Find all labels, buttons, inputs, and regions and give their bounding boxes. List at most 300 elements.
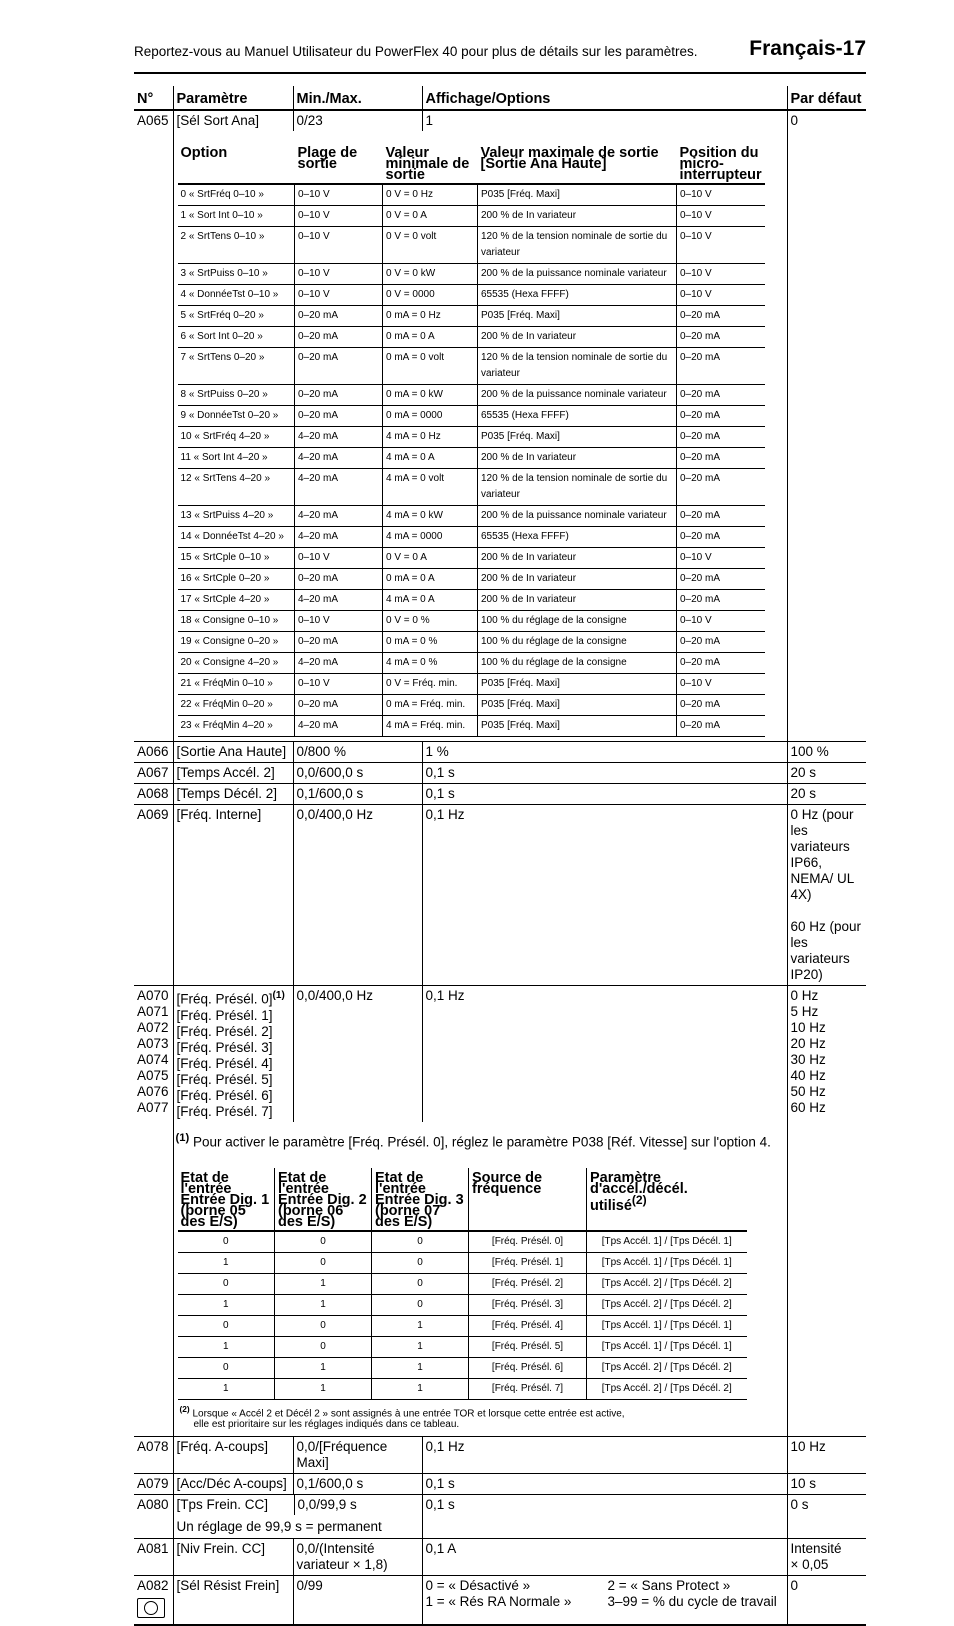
options-row bbox=[178, 227, 765, 264]
param-name-text: [Fréq. Présél. 3] bbox=[176, 1039, 273, 1055]
param-row-a078 bbox=[134, 1437, 866, 1474]
options-header: Valeur maximale de sortie [Sortie Ana Haute] bbox=[478, 143, 677, 184]
options-cell: 4 mA = 0000 bbox=[383, 527, 478, 548]
param-name: [Temps Décél. 2] bbox=[173, 784, 293, 805]
options-cell: 4 mA = 0 % bbox=[383, 653, 478, 674]
options-cell: 0–10 V bbox=[677, 227, 765, 264]
param-display: 0,1 A bbox=[422, 1539, 787, 1576]
options-cell: P035 [Fréq. Maxi] bbox=[478, 306, 677, 327]
param-name-text: [Fréq. Présél. 5] bbox=[176, 1071, 273, 1087]
preset-row bbox=[178, 1337, 747, 1358]
preset-cell: 1 bbox=[372, 1316, 469, 1337]
options-cell: 0–20 mA bbox=[295, 348, 383, 385]
param-num: A074 bbox=[137, 1052, 169, 1067]
options-cell: 7 « SrtTens 0–20 » bbox=[178, 348, 295, 385]
preset-row bbox=[178, 1316, 747, 1337]
param-default: 0 s bbox=[787, 1495, 866, 1539]
param-name bbox=[177, 1104, 290, 1120]
footnote-ref: (2) bbox=[631, 1193, 647, 1207]
footnote-line: elle est prioritaire sur les réglages indiqués dans ce tableau. bbox=[193, 1419, 460, 1431]
options-cell: 0–10 V bbox=[677, 206, 765, 227]
options-cell: 0–10 V bbox=[677, 184, 765, 206]
param-minmax: 0/23 bbox=[293, 110, 422, 131]
param-row-a079 bbox=[134, 1474, 866, 1495]
preset-header bbox=[275, 1168, 372, 1231]
param-display: 0,1 Hz bbox=[422, 986, 787, 1122]
options-cell: 19 « Consigne 0–20 » bbox=[178, 632, 295, 653]
options-row bbox=[178, 632, 765, 653]
param-num: A069 bbox=[134, 805, 173, 986]
options-cell: 23 « FréqMin 4–20 » bbox=[178, 716, 295, 737]
param-row-a069 bbox=[134, 805, 866, 986]
preset-cell: 1 bbox=[372, 1358, 469, 1379]
preset-cell: [Tps Accél. 2] / [Tps Décél. 2] bbox=[587, 1295, 747, 1316]
preset-cell: 0 bbox=[178, 1274, 275, 1295]
options-cell: 100 % du réglage de la consigne bbox=[478, 632, 677, 653]
preset-cell: [Fréq. Présél. 5] bbox=[469, 1337, 587, 1358]
options-cell: 4 « DonnéeTst 0–10 » bbox=[178, 285, 295, 306]
options-cell: 9 « DonnéeTst 0–20 » bbox=[178, 406, 295, 427]
param-name-text: [Fréq. Présél. 0] bbox=[176, 991, 273, 1007]
param-default-line: × 0,05 bbox=[790, 1557, 829, 1573]
param-name bbox=[177, 1072, 290, 1088]
options-cell: 200 % de la puissance nominale variateur bbox=[478, 506, 677, 527]
preset-cell: [Tps Accél. 2] / [Tps Décél. 2] bbox=[587, 1379, 747, 1400]
options-cell: 0–20 mA bbox=[677, 527, 765, 548]
preset-cell: 1 bbox=[372, 1379, 469, 1400]
options-cell: 0–20 mA bbox=[677, 716, 765, 737]
param-default-line: Intensité bbox=[790, 1541, 842, 1557]
preset-header bbox=[178, 1168, 275, 1231]
options-row bbox=[178, 285, 765, 306]
param-default: 20 s bbox=[787, 763, 866, 784]
options-cell: 0–20 mA bbox=[295, 406, 383, 427]
preset-header-row bbox=[178, 1168, 747, 1231]
options-cell: 0–20 mA bbox=[677, 348, 765, 385]
options-cell: 0 « SrtFréq 0–10 » bbox=[180, 189, 264, 200]
options-cell: 0–20 mA bbox=[677, 306, 765, 327]
options-row bbox=[178, 264, 765, 285]
options-cell: 10 « SrtFréq 4–20 » bbox=[178, 427, 295, 448]
options-cell: 4 mA = Fréq. min. bbox=[383, 716, 478, 737]
options-cell: 120 % de la tension nominale de sortie du variateur bbox=[478, 348, 677, 385]
preset-cell: 0 bbox=[178, 1358, 275, 1379]
param-row-a081 bbox=[134, 1539, 866, 1576]
preset-cell: 1 bbox=[178, 1295, 275, 1316]
preset-cell: 0 bbox=[178, 1316, 275, 1337]
param-default: 10 Hz bbox=[787, 1437, 866, 1474]
options-cell: 1 « Sort Int 0–10 » bbox=[178, 206, 295, 227]
options-cell: 12 « SrtTens 4–20 » bbox=[178, 469, 295, 506]
option-item: 0 = « Désactivé » bbox=[425, 1578, 531, 1594]
param-name: [Acc/Déc A-coups] bbox=[173, 1474, 293, 1495]
param-minmax: 0,1/600,0 s bbox=[293, 1474, 422, 1495]
param-num: A076 bbox=[137, 1084, 169, 1099]
preset-row bbox=[178, 1253, 747, 1274]
preset-cell: 1 bbox=[178, 1379, 275, 1400]
preset-cell: [Fréq. Présél. 1] bbox=[469, 1253, 587, 1274]
param-name: [Niv Frein. CC] bbox=[173, 1539, 293, 1576]
option-item: 2 = « Sans Protect » bbox=[607, 1578, 731, 1594]
param-display: 0,1 s bbox=[422, 784, 787, 805]
param-num: A071 bbox=[137, 1004, 169, 1019]
options-cell: 18 « Consigne 0–10 » bbox=[178, 611, 295, 632]
options-cell: P035 [Fréq. Maxi] bbox=[478, 184, 677, 206]
preset-cell: 0 bbox=[372, 1295, 469, 1316]
options-cell: 0 mA = 0 kW bbox=[383, 385, 478, 406]
analog-output-options-table bbox=[178, 143, 765, 737]
options-row bbox=[178, 427, 765, 448]
options-cell: 0–10 V bbox=[295, 611, 383, 632]
column-header-row bbox=[134, 86, 866, 110]
param-name-text: [Fréq. Présél. 2] bbox=[176, 1023, 273, 1039]
options-cell: 14 « DonnéeTst 4–20 » bbox=[178, 527, 295, 548]
options-cell: 4–20 mA bbox=[295, 506, 383, 527]
param-minmax-line: variateur × 1,8) bbox=[296, 1557, 388, 1573]
accel-footnote bbox=[180, 1404, 785, 1430]
preset-row bbox=[178, 1231, 747, 1253]
param-name bbox=[177, 988, 290, 1008]
options-cell: 0–20 mA bbox=[677, 469, 765, 506]
param-default: 0 bbox=[787, 1576, 866, 1626]
options-cell: 8 « SrtPuiss 0–20 » bbox=[178, 385, 295, 406]
preset-frequency-table bbox=[178, 1168, 747, 1400]
param-name-text: [Fréq. Présél. 1] bbox=[176, 1007, 273, 1023]
col-header-num: N° bbox=[134, 86, 173, 110]
options-cell: 65535 (Hexa FFFF) bbox=[478, 285, 677, 306]
param-row-a082 bbox=[134, 1576, 866, 1626]
param-minmax bbox=[293, 1539, 422, 1576]
options-cell: 0 mA = 0000 bbox=[383, 406, 478, 427]
footnote-marker: (2) bbox=[179, 1404, 190, 1414]
param-minmax: 0,1/600,0 s bbox=[293, 784, 422, 805]
options-cell: 200 % de In variateur bbox=[478, 448, 677, 469]
param-display: 1 % bbox=[422, 742, 787, 763]
options-row bbox=[178, 327, 765, 348]
col-header-param: Paramètre bbox=[173, 86, 293, 110]
preset-cell: 1 bbox=[178, 1253, 275, 1274]
options-cell: 6 « Sort Int 0–20 » bbox=[178, 327, 295, 348]
param-name-with-note bbox=[173, 1495, 422, 1539]
param-row-a066 bbox=[134, 742, 866, 763]
options-row bbox=[178, 716, 765, 737]
options-cell: 4 mA = 0 Hz bbox=[383, 427, 478, 448]
preset-cell: [Tps Accél. 1] / [Tps Décél. 1] bbox=[587, 1231, 747, 1253]
param-row-a070-a077 bbox=[134, 986, 866, 1122]
header-rule bbox=[134, 72, 866, 74]
options-cell: 15 « SrtCple 0–10 » bbox=[178, 548, 295, 569]
param-default: 10 s bbox=[787, 1474, 866, 1495]
options-cell: 4 mA = 0 A bbox=[383, 448, 478, 469]
page-title: Français-17 bbox=[749, 37, 866, 60]
param-default: 20 s bbox=[787, 784, 866, 805]
preset-cell: 0 bbox=[222, 1236, 229, 1247]
a070-detail-row bbox=[134, 1122, 866, 1437]
option-item: 1 = « Rés RA Normale » bbox=[425, 1594, 572, 1610]
param-num-text: A082 bbox=[137, 1578, 169, 1594]
preset-header bbox=[372, 1168, 469, 1231]
header-reference-text: Reportez-vous au Manuel Utilisateur du PowerFlex 40 pour plus de détails sur les paramètres. bbox=[134, 44, 698, 59]
options-cell: 0–10 V bbox=[677, 611, 765, 632]
options-cell: P035 [Fréq. Maxi] bbox=[478, 427, 677, 448]
preset-cell: [Tps Accél. 1] / [Tps Décél. 1] bbox=[587, 1253, 747, 1274]
preset-header bbox=[469, 1168, 587, 1231]
options-cell: 16 « SrtCple 0–20 » bbox=[178, 569, 295, 590]
param-name-text: [Fréq. Présél. 7] bbox=[176, 1103, 273, 1119]
options-cell: 0–20 mA bbox=[677, 590, 765, 611]
options-cell: 0–10 V bbox=[295, 206, 383, 227]
preset-cell: [Fréq. Présél. 3] bbox=[469, 1295, 587, 1316]
options-cell: 0–20 mA bbox=[295, 385, 383, 406]
options-row bbox=[178, 448, 765, 469]
param-name: [Fréq. Interne] bbox=[173, 805, 293, 986]
options-cell: 4 mA = 0 kW bbox=[383, 506, 478, 527]
options-cell: 0 mA = Fréq. min. bbox=[383, 695, 478, 716]
a065-options-cell bbox=[173, 131, 787, 742]
options-row bbox=[178, 206, 765, 227]
param-num: A081 bbox=[134, 1539, 173, 1576]
empty-cell bbox=[134, 1122, 173, 1437]
page-header bbox=[134, 36, 866, 68]
preset-cell: 0 bbox=[372, 1253, 469, 1274]
param-default: 0 Hz bbox=[790, 988, 819, 1003]
options-cell: 0–10 V bbox=[295, 285, 383, 306]
options-cell: 21 « FréqMin 0–10 » bbox=[178, 674, 295, 695]
param-default: 60 Hz bbox=[790, 1100, 826, 1115]
options-row bbox=[178, 653, 765, 674]
options-cell: 0–20 mA bbox=[677, 695, 765, 716]
preset-cell: [Tps Accél. 2] / [Tps Décél. 2] bbox=[587, 1274, 747, 1295]
param-display: 0,1 s bbox=[422, 763, 787, 784]
options-header-row bbox=[178, 143, 765, 184]
preset-cell: 0 bbox=[275, 1231, 372, 1253]
col-header-display: Affichage/Options bbox=[422, 86, 787, 110]
options-cell: 200 % de In variateur bbox=[478, 569, 677, 590]
options-cell: 200 % de In variateur bbox=[478, 548, 677, 569]
param-display: 0,1 Hz bbox=[422, 805, 787, 986]
param-default: 20 Hz bbox=[790, 1036, 826, 1051]
preset-cell: 0 bbox=[275, 1316, 372, 1337]
param-name bbox=[177, 1024, 290, 1040]
param-minmax: 0,0/600,0 s bbox=[293, 763, 422, 784]
options-cell: 0–20 mA bbox=[677, 448, 765, 469]
preset-note bbox=[176, 1130, 785, 1151]
param-display: 0,1 s bbox=[422, 1495, 787, 1539]
param-num bbox=[134, 1576, 173, 1626]
preset-header bbox=[587, 1168, 747, 1231]
options-cell: 0–20 mA bbox=[295, 306, 383, 327]
options-header: Plage de sortie bbox=[295, 143, 383, 184]
param-name: [Temps Accél. 2] bbox=[173, 763, 293, 784]
options-cell: 200 % de la puissance nominale variateur bbox=[478, 264, 677, 285]
param-minmax: 0,0/99,9 s bbox=[294, 1495, 422, 1515]
options-cell: 0–20 mA bbox=[677, 385, 765, 406]
options-cell: 4–20 mA bbox=[295, 448, 383, 469]
options-header: Option bbox=[178, 143, 295, 184]
options-cell: 5 « SrtFréq 0–20 » bbox=[178, 306, 295, 327]
options-row bbox=[178, 548, 765, 569]
options-row bbox=[178, 385, 765, 406]
preset-cell: [Fréq. Présél. 2] bbox=[469, 1274, 587, 1295]
options-cell: 20 « Consigne 4–20 » bbox=[178, 653, 295, 674]
options-cell: 4–20 mA bbox=[295, 716, 383, 737]
options-cell: 3 « SrtPuiss 0–10 » bbox=[178, 264, 295, 285]
preset-cell: 1 bbox=[178, 1337, 275, 1358]
options-row bbox=[178, 406, 765, 427]
preset-cell: [Tps Accél. 2] / [Tps Décél. 2] bbox=[587, 1358, 747, 1379]
param-minmax: 0/99 bbox=[293, 1576, 422, 1626]
param-row-a067 bbox=[134, 763, 866, 784]
preset-header-text: Etat de l'entrée Entrée Dig. 2 (borne 06 des E/S) bbox=[278, 1170, 367, 1230]
param-num: A075 bbox=[137, 1068, 169, 1083]
options-cell: 0 V = 0 Hz bbox=[383, 184, 478, 206]
preset-row bbox=[178, 1274, 747, 1295]
preset-header-text: Paramètre d'accél./décél. utilisé bbox=[590, 1170, 688, 1214]
options-cell: P035 [Fréq. Maxi] bbox=[478, 716, 677, 737]
a070-detail-cell bbox=[173, 1122, 787, 1437]
param-default: 50 Hz bbox=[790, 1084, 826, 1099]
param-num: A066 bbox=[134, 742, 173, 763]
options-cell: 200 % de In variateur bbox=[478, 327, 677, 348]
options-cell: 65535 (Hexa FFFF) bbox=[478, 527, 677, 548]
options-cell: 0–10 V bbox=[295, 264, 383, 285]
param-nums bbox=[134, 986, 173, 1122]
param-name-text: [Fréq. Présél. 4] bbox=[176, 1055, 273, 1071]
param-row-a065 bbox=[134, 110, 866, 131]
param-default: 5 Hz bbox=[790, 1004, 819, 1019]
param-display: 0,1 Hz bbox=[422, 1437, 787, 1474]
param-minmax: 0,0/400,0 Hz bbox=[293, 986, 422, 1122]
preset-cell: [Fréq. Présél. 0] bbox=[469, 1231, 587, 1253]
options-cell: 100 % du réglage de la consigne bbox=[478, 653, 677, 674]
options-cell: 2 « SrtTens 0–10 » bbox=[178, 227, 295, 264]
param-num: A073 bbox=[137, 1036, 169, 1051]
options-header: Valeur minimale de sortie bbox=[383, 143, 478, 184]
options-row bbox=[178, 348, 765, 385]
preset-cell: [Fréq. Présél. 6] bbox=[469, 1358, 587, 1379]
parameter-section bbox=[134, 86, 866, 1626]
options-row bbox=[178, 184, 765, 206]
options-cell: 4–20 mA bbox=[295, 590, 383, 611]
options-header: Position du micro-interrupteur bbox=[677, 143, 765, 184]
options-row bbox=[178, 527, 765, 548]
footnote-marker: (1) bbox=[175, 1131, 190, 1144]
options-cell: 11 « Sort Int 4–20 » bbox=[178, 448, 295, 469]
param-name: [Tps Frein. CC] bbox=[176, 1497, 269, 1513]
preset-row bbox=[178, 1295, 747, 1316]
param-name: [Sortie Ana Haute] bbox=[173, 742, 293, 763]
options-cell: 0–10 V bbox=[295, 184, 383, 206]
param-num: A079 bbox=[134, 1474, 173, 1495]
param-name: [Sél Résist Frein] bbox=[173, 1576, 293, 1626]
options-cell: 4–20 mA bbox=[295, 653, 383, 674]
options-row bbox=[178, 611, 765, 632]
param-name bbox=[177, 1056, 290, 1072]
param-num: A070 bbox=[137, 988, 169, 1003]
param-name bbox=[177, 1040, 290, 1056]
options-row bbox=[178, 695, 765, 716]
param-names bbox=[173, 986, 293, 1122]
param-num: A080 bbox=[134, 1495, 173, 1539]
param-default: 30 Hz bbox=[790, 1052, 826, 1067]
param-default bbox=[787, 805, 866, 986]
options-cell: 4 mA = 0 volt bbox=[383, 469, 478, 506]
options-cell: 0 V = Fréq. min. bbox=[383, 674, 478, 695]
options-cell: 0–20 mA bbox=[295, 695, 383, 716]
options-cell: 0–20 mA bbox=[677, 506, 765, 527]
options-cell: 17 « SrtCple 4–20 » bbox=[178, 590, 295, 611]
param-num: A067 bbox=[134, 763, 173, 784]
preset-cell: 1 bbox=[275, 1358, 372, 1379]
options-cell: 0–20 mA bbox=[295, 327, 383, 348]
default-ip20: 60 Hz (pour les variateurs IP20) bbox=[790, 919, 862, 982]
options-cell: 0–20 mA bbox=[295, 632, 383, 653]
options-cell: P035 [Fréq. Maxi] bbox=[478, 674, 677, 695]
preset-cell: 0 bbox=[275, 1337, 372, 1358]
col-header-default: Par défaut bbox=[787, 86, 866, 110]
options-cell: 200 % de In variateur bbox=[478, 206, 677, 227]
preset-cell: 1 bbox=[275, 1295, 372, 1316]
options-cell: P035 [Fréq. Maxi] bbox=[478, 695, 677, 716]
options-cell: 0 mA = 0 A bbox=[383, 569, 478, 590]
preset-cell: 1 bbox=[372, 1337, 469, 1358]
param-default: 10 Hz bbox=[790, 1020, 826, 1035]
option-item: 3–99 = % du cycle de travail bbox=[607, 1594, 777, 1610]
param-name bbox=[177, 1008, 290, 1024]
options-cell: 120 % de la tension nominale de sortie du variateur bbox=[478, 227, 677, 264]
preset-cell: 1 bbox=[275, 1379, 372, 1400]
options-cell: 0–20 mA bbox=[677, 653, 765, 674]
param-display: 1 bbox=[422, 110, 787, 131]
options-cell: 0–20 mA bbox=[677, 632, 765, 653]
param-name-text: [Fréq. Présél. 6] bbox=[176, 1087, 273, 1103]
option-grid bbox=[426, 1578, 784, 1610]
options-row bbox=[178, 674, 765, 695]
preset-row bbox=[178, 1379, 747, 1400]
param-default: 0 bbox=[787, 110, 866, 742]
preset-cell: [Tps Accél. 1] / [Tps Décél. 1] bbox=[587, 1337, 747, 1358]
options-cell: 0–20 mA bbox=[677, 569, 765, 590]
options-cell: 0–10 V bbox=[295, 548, 383, 569]
options-cell: 0 mA = 0 Hz bbox=[383, 306, 478, 327]
options-cell: 0 V = 0 volt bbox=[383, 227, 478, 264]
options-row bbox=[178, 590, 765, 611]
parameter-rows bbox=[134, 110, 866, 1625]
param-default: 100 % bbox=[787, 742, 866, 763]
preset-cell: 0 bbox=[372, 1231, 469, 1253]
param-num: A068 bbox=[134, 784, 173, 805]
options-cell: 4–20 mA bbox=[295, 427, 383, 448]
options-cell: 0–10 V bbox=[677, 548, 765, 569]
options-cell: 0–20 mA bbox=[677, 327, 765, 348]
options-cell: 200 % de In variateur bbox=[478, 590, 677, 611]
a065-options-row bbox=[134, 131, 866, 742]
param-name: [Sél Sort Ana] bbox=[173, 110, 293, 131]
footnote-ref: (1) bbox=[272, 990, 285, 1001]
preset-cell: [Fréq. Présél. 7] bbox=[469, 1379, 587, 1400]
param-defaults bbox=[787, 986, 866, 1437]
param-name: [Fréq. A-coups] bbox=[173, 1437, 293, 1474]
param-default bbox=[787, 1539, 866, 1576]
stop-drive-icon bbox=[137, 1598, 165, 1618]
options-cell: 0 V = 0 kW bbox=[383, 264, 478, 285]
param-minmax-line: 0,0/(Intensité bbox=[296, 1541, 375, 1557]
preset-row bbox=[178, 1358, 747, 1379]
param-row-a068 bbox=[134, 784, 866, 805]
param-num: A077 bbox=[137, 1100, 169, 1115]
param-minmax: 0,0/[Fréquence Maxi] bbox=[293, 1437, 422, 1474]
options-cell: 0–20 mA bbox=[677, 406, 765, 427]
